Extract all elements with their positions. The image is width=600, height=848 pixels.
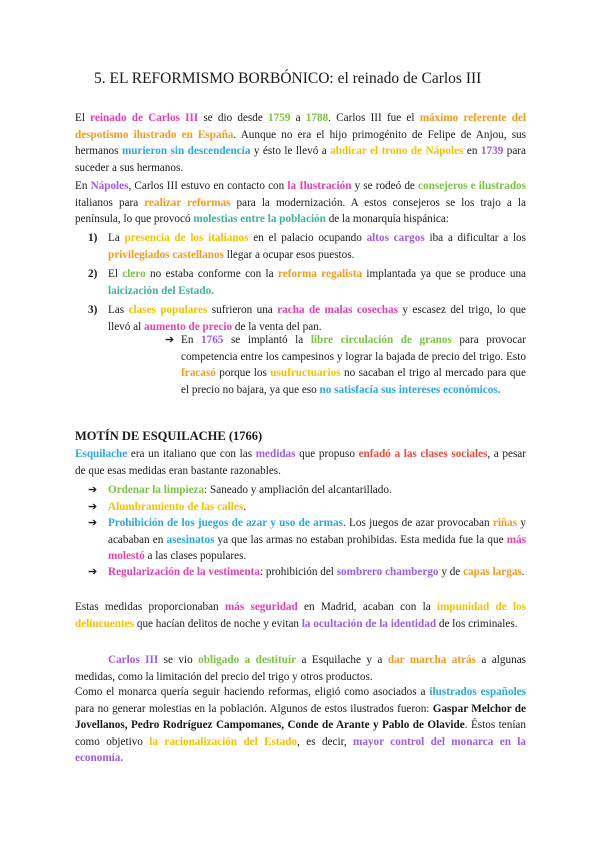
key-1788: 1788 (305, 112, 329, 124)
paragraph-medidas: Estas medidas proporcionaban más seguridad en Madrid, acaban con la impunidad de los delincuentes que hacían delitos de noche y evitan la ocultación de la identidad de los criminales. (75, 601, 527, 630)
key-consejeros: consejeros e ilustrados (418, 180, 527, 192)
paragraph-ilustrados: Como el monarca quería seguir haciendo reformas, eligió como asociados a ilustrados españoles para no generar molestias en la población. Algunos de estos ilustrados fueron: Gaspar Melchor de Jovellanos, Pedro Rodríguez Campomanes, Conde de Arante y Pablo de Olavide. Éstos tenían como objetivo la racionalización del Estado, es decir, mayor control del monarca en la economía. (75, 686, 527, 764)
key-1739: 1739 (480, 145, 504, 157)
arrow-icon: ➔ (165, 334, 175, 346)
key-napoles: Nápoles (90, 180, 129, 192)
key-1759: 1759 (268, 112, 291, 124)
key-reinado: reinado de Carlos III (90, 112, 199, 124)
arrow-icon: ➔ (88, 566, 98, 578)
key-despotismo: máximo referente del despotismo ilustrado en España (75, 112, 527, 141)
key-reformas: realizar reformas (144, 196, 231, 209)
key-abdicar: abdicar el trono de Nápoles (330, 145, 464, 157)
key-descendencia: murieron sin descendencia (121, 145, 251, 157)
page-title: 5. EL REFORMISMO BORBÓNICO: el reinado de Carlos III (94, 70, 482, 87)
paragraph-destitucion: Carlos III se vio obligado a destituír a Esquilache y a dar marcha atrás a algunas medidas, como la limitación del precio del trigo y otros productos. (75, 654, 527, 683)
arrow-icon: ➔ (88, 484, 98, 496)
document-page: 5. EL REFORMISMO BORBÓNICO: el reinado de Carlos III El reinado de Carlos III se dio desde 1759 a 1788. Carlos III fue el máximo referente del despotismo ilustrado en España. Aunque no era el hijo primogénito de Felipe de Anjou, sus hermanos murieron sin descendencia y ésto le llevó a abdicar el trono de Nápoles en 1739 para suceder a sus hermanos. En Nápoles, Carlos III estuvo en contacto con la Ilustración y se rodeó de consejeros e ilustrados italianos para realizar reformas para la modernización. A estos consejeros se los trajo a la península, lo que provocó molestias entre la población de la monarquía hispánica: 1) La presencia de los italianos en el palacio ocupando altos cargos iba a dificultar a los privilegiados castellanos llegar a ocupar esos puestos. 2) El clero no estaba conforme con la reforma regalista implantada ya que se produce una laicización del Estado. 3) Las clases populares sufrieron una racha de malas cosechas y escasez del trigo, lo que llevó al aumento de precio de la venta del pan. ➔ En 1765 se implantó la libre circulación de granos para provocar competencia entre los campesinos y lograr la bajada de precio del trigo. Esto fracasó porque los usufructuarios no sacaban el trigo al mercado para que el precio no bajara, ya que eso no satisfacía sus intereses económicos. MOTÍN DE ESQUILACHE (1766) Esquilache era un italiano que con las medidas que propuso enfadó a las clases sociales, a pesar de que esas medidas eran bastante razonables. ➔ Ordenar la limpieza: Saneado y ampliación del alcantarillado. ➔ Alumbramiento de las calles. ➔ Prohibición de los juegos de azar y uso de armas. Los juegos de azar provocaban riñas y acababan en asesinatos ya que las armas no estaban prohibidas. Esta medida fue la que más molestó a las clases populares. ➔ Regularización de la vestimenta: prohibición del sombrero chambergo y de capas largas. Estas medidas proporcionaban más seguridad en Madrid, acaban con la impunidad de los delincuentes que hacían delitos de noche y evitan la ocultación de la identidad de los criminales. Carlos III se vio obligado a destituír a Esquilache y a dar marcha atrás a algunas medidas, como la limitación del precio del trigo y otros productos. Como el monarca quería seguir haciendo reformas, eligió como asociados a ilustrados españoles para no generar molestias en la población. Algunos de estos ilustrados fueron: Gaspar Melchor de Jovellanos, Pedro Rodríguez Campomanes, Conde de Arante y Pablo de Olavide. Éstos tenían como objetivo la racionalización del Estado, es decir, mayor control del monarca en la economía. (0, 0, 600, 848)
paragraph-esquilache: Esquilache era un italiano que con las medidas que propuso enfadó a las clases sociales, a pesar de que esas medidas eran bastante razonables. (75, 448, 526, 477)
paragraph-napoles: En Nápoles, Carlos III estuvo en contacto con la Ilustración y se rodeó de consejeros e ilustrados italianos para realizar reformas para la modernización. A estos consejeros se los trajo a la península, lo que provocó molestias entre la población de la monarquía hispánica: (75, 180, 527, 225)
arrow-icon: ➔ (88, 501, 98, 513)
paragraph-reinado: El reinado de Carlos III se dio desde 1759 a 1788. Carlos III fue el máximo referente del despotismo ilustrado en España. Aunque no era el hijo primogénito de Felipe de Anjou, sus hermanos murieron sin descendencia y ésto le llevó a abdicar el trono de Nápoles en 1739 para suceder a sus hermanos. (75, 112, 527, 174)
arrow-icon: ➔ (88, 517, 98, 529)
key-ilustracion: la Ilustración (287, 180, 352, 192)
section-heading: MOTÍN DE ESQUILACHE (1766) (75, 429, 263, 443)
key-molestias: molestias entre la población (193, 213, 326, 225)
